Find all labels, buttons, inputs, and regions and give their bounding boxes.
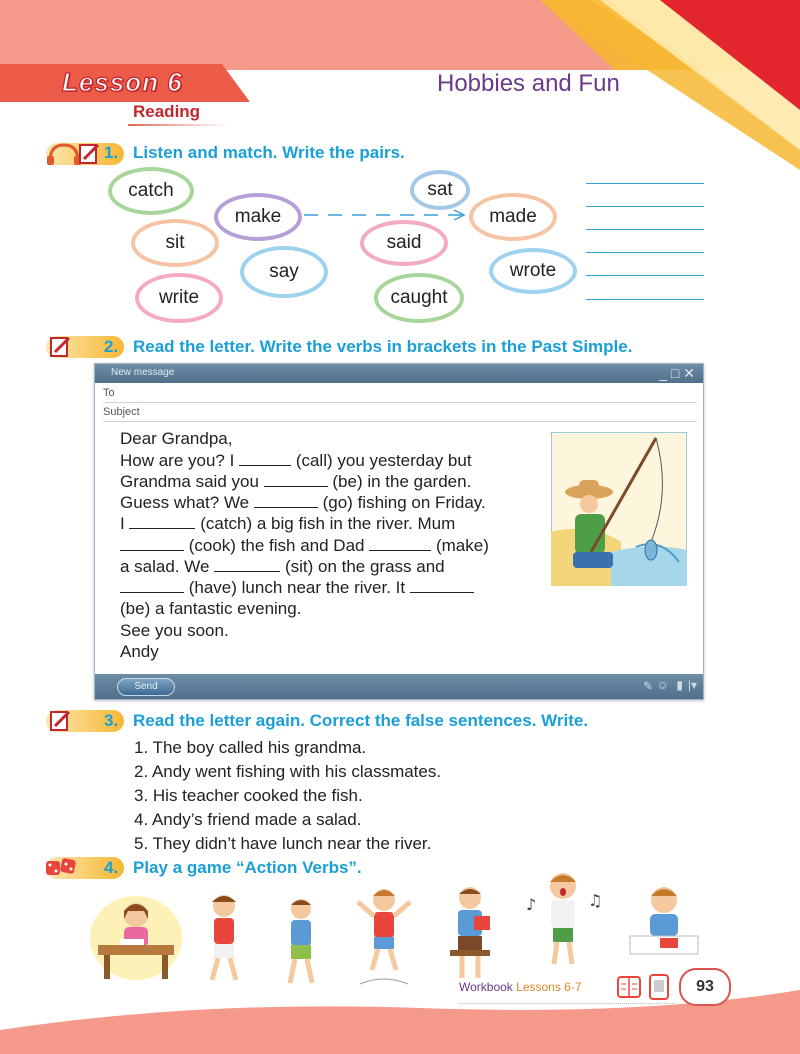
word-bubble-wrote[interactable]: wrote [489, 248, 577, 294]
answer-line[interactable] [586, 275, 704, 276]
pencil-book-icon [48, 334, 74, 360]
boy-reading-illustration [440, 882, 500, 982]
answer-blank[interactable] [129, 528, 195, 529]
task-instruction-3: Read the letter again. Correct the false sentences. Write. [133, 711, 589, 730]
girl-drawing-illustration [90, 893, 182, 983]
email-to-field[interactable] [103, 384, 697, 403]
boy-jumping-illustration [352, 882, 416, 992]
unit-title: Hobbies and Fun [437, 70, 620, 97]
word-bubble-sat[interactable]: sat [410, 170, 470, 210]
answer-line[interactable] [586, 206, 704, 207]
section-underline [128, 124, 228, 126]
dice-icon [44, 857, 78, 879]
task-instruction-2: Read the letter. Write the verbs in brackets in the Past Simple. [133, 337, 633, 356]
email-bottom-bar [95, 674, 703, 699]
tablet-icon [648, 973, 670, 1001]
email-window [94, 363, 704, 700]
boy-walking-illustration [276, 893, 326, 988]
footer-wave [0, 990, 800, 1054]
task-number-4: 4. [104, 858, 119, 877]
book-icon [616, 975, 642, 999]
sentence-item: 3. His teacher cooked the fish. [134, 786, 363, 805]
sentence-item: 1. The boy called his grandma. [134, 738, 367, 757]
answer-blank[interactable] [369, 550, 431, 551]
letter-line: (cook) the fish and Dad (make) [120, 536, 489, 556]
email-subject-field[interactable] [103, 403, 697, 422]
answer-blank[interactable] [264, 486, 328, 487]
send-button[interactable]: Send [117, 678, 175, 696]
word-bubble-made[interactable]: made [469, 193, 557, 241]
letter-signature: Andy [120, 642, 159, 661]
letter-line: (be) a fantastic evening. [120, 599, 302, 618]
svg-text:♪: ♪ [526, 895, 537, 914]
task-instruction-1: Listen and match. Write the pairs. [133, 143, 405, 162]
letter-line: Grandma said you (be) in the garden. [120, 472, 472, 491]
word-bubble-say[interactable]: say [240, 246, 328, 298]
answer-blank[interactable] [214, 571, 280, 572]
sentence-item: 2. Andy went fishing with his classmates. [134, 762, 442, 781]
word-bubble-write[interactable]: write [135, 273, 223, 323]
window-controls[interactable]: _ □ ✕ [659, 365, 695, 381]
workbook-reference: Workbook Lessons 6-7 [459, 980, 582, 994]
word-bubble-make[interactable]: make [214, 193, 302, 241]
answer-line[interactable] [586, 252, 704, 253]
footer-divider [460, 1003, 675, 1004]
fishing-boy-illustration [551, 432, 687, 586]
letter-line: See you soon. [120, 621, 229, 640]
letter-line: a salad. We (sit) on the grass and [120, 557, 445, 576]
answer-blank[interactable] [254, 507, 318, 508]
word-bubble-sit[interactable]: sit [131, 219, 219, 267]
more-options-icon[interactable]: |▾ [687, 678, 697, 692]
boy-singing-illustration [518, 866, 608, 968]
section-title: Reading [133, 102, 201, 121]
page-number: 93 [679, 968, 731, 1006]
answer-line[interactable] [586, 299, 704, 300]
answer-blank[interactable] [120, 550, 184, 551]
letter-salutation: Dear Grandpa, [120, 429, 233, 448]
task-number-3: 3. [104, 711, 119, 730]
match-arrow [302, 208, 472, 222]
letter-line: I (catch) a big fish in the river. Mum [120, 514, 456, 533]
answer-blank[interactable] [239, 465, 291, 466]
sentence-item: 5. They didn’t have lunch near the river. [134, 834, 432, 853]
boy-writing-illustration [624, 880, 704, 960]
svg-text:♫: ♫ [588, 891, 603, 910]
answer-line[interactable] [586, 229, 704, 230]
email-titlebar [95, 364, 703, 383]
word-bubble-caught[interactable]: caught [374, 273, 464, 323]
letter-line: How are you? I (call) you yesterday but [120, 451, 472, 470]
task-instruction-4: Play a game “Action Verbs”. [133, 858, 362, 877]
to-label: To [103, 387, 115, 399]
pencil-book-icon [78, 141, 102, 167]
subject-label: Subject [103, 406, 140, 418]
answer-line[interactable] [586, 183, 704, 184]
word-bubble-catch[interactable]: catch [108, 167, 194, 215]
answer-blank[interactable] [120, 592, 184, 593]
girl-walking-illustration [196, 888, 252, 988]
trash-icon[interactable]: ▮ [676, 678, 683, 692]
sentence-item: 4. Andy’s friend made a salad. [134, 810, 362, 829]
attach-icon[interactable]: ✎ [642, 679, 653, 693]
emoji-icon[interactable]: ☺ [656, 678, 669, 692]
email-window-title: New message [111, 367, 175, 378]
word-bubble-said[interactable]: said [360, 220, 448, 266]
task-number-1: 1. [104, 143, 119, 162]
pencil-book-icon [48, 708, 74, 734]
letter-line: (have) lunch near the river. It [120, 578, 474, 598]
answer-blank[interactable] [410, 592, 474, 593]
lesson-label: Lesson 6 [62, 67, 183, 97]
letter-line: Guess what? We (go) fishing on Friday. [120, 493, 486, 512]
task-number-2: 2. [104, 337, 119, 356]
